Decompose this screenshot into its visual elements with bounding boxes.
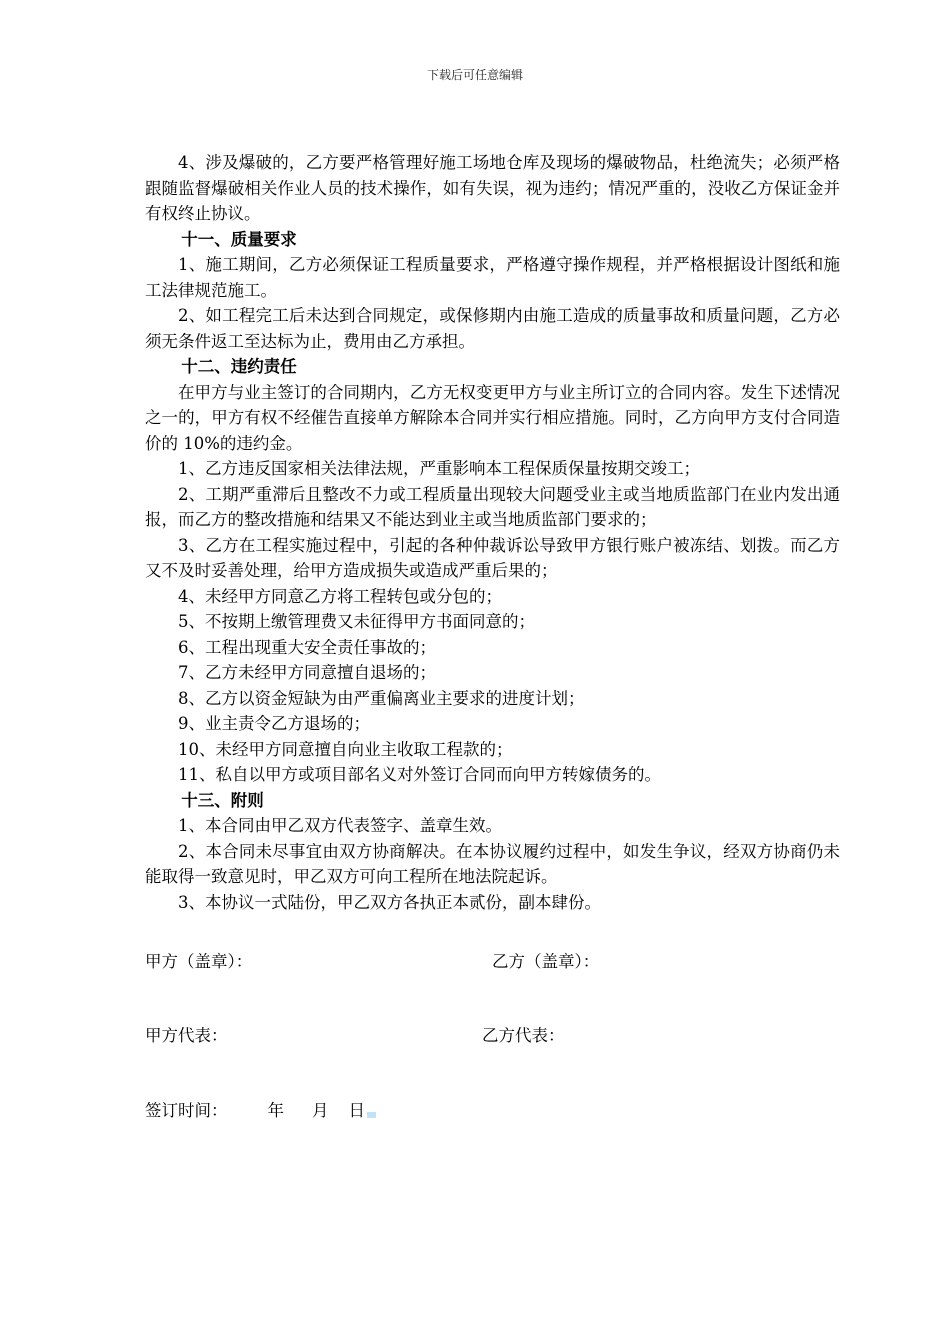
clause-paragraph: 10、未经甲方同意擅自向业主收取工程款的； (178, 739, 513, 759)
clause-paragraph: 9、业主责令乙方退场的； (178, 714, 370, 733)
signing-date-row (145, 1097, 376, 1121)
clause-paragraph: 4、未经甲方同意乙方将工程转包或分包的； (178, 586, 502, 606)
clause-paragraph: 7、乙方未经甲方同意擅自退场的； (178, 663, 436, 682)
text-cursor-highlight (367, 1112, 376, 1118)
clause-paragraph: 3、本协议一式陆份，甲乙双方各执正本贰份，副本肆份。 (178, 892, 601, 912)
clause-paragraph: 在甲方与业主签订的合同期内，乙方无权变更甲方与业主所订立的合同内容。发生下述情况之一的，甲方有权不经催告直接单方解除本合同并实行相应措施。同时，乙方向甲方支付合同造价的 10%的违约金。 (145, 382, 840, 453)
clause-paragraph: 1、本合同由甲乙双方代表签字、盖章生效。 (178, 816, 502, 835)
section-heading-breach: 十二、违约责任 (181, 357, 297, 376)
clause-paragraph: 4、涉及爆破的，乙方要严格管理好施工场地仓库及现场的爆破物品，杜绝流失；必须严格跟随监督爆破相关作业人员的技术操作，如有失误，视为违约；情况严重的，没收乙方保证金并有权终止协议。 (145, 153, 840, 223)
clause-paragraph: 5、不按期上缴管理费又未征得甲方书面同意的； (178, 612, 535, 631)
clause-paragraph: 2、工期严重滞后且整改不力或工程质量出现较大问题受业主或当地质监部门在业内发出通报，而乙方的整改措施和结果又不能达到业主或当地质监部门要求的； (145, 484, 840, 529)
party-b-representative-label: 乙方代表： (482, 1026, 565, 1045)
signing-date-label: 签订时间： (145, 1101, 228, 1120)
page-header: 下载后可任意编辑 (426, 68, 523, 82)
month-label: 月 (312, 1101, 329, 1120)
section-heading-appendix: 十三、附则 (181, 790, 264, 810)
party-a-seal-label: 甲方（盖章）： (145, 952, 253, 971)
clause-paragraph: 6、工程出现重大安全责任事故的； (178, 637, 436, 657)
clause-paragraph: 8、乙方以资金短缺为由严重偏离业主要求的进度计划； (178, 688, 585, 708)
clause-paragraph: 2、本合同未尽事宜由双方协商解决。在本协议履约过程中，如发生争议，经双方协商仍未能取得一致意见时，甲乙双方可向工程所在地法院起诉。 (145, 841, 840, 886)
year-label: 年 (267, 1101, 284, 1120)
clause-paragraph: 11、私自以甲方或项目部名义对外签订合同而向甲方转嫁债务的。 (178, 765, 661, 784)
day-label: 日 (348, 1101, 365, 1120)
party-a-representative-label: 甲方代表： (145, 1026, 228, 1045)
clause-paragraph: 2、如工程完工后未达到合同规定，或保修期内由施工造成的质量事故和质量问题，乙方必须无条件返工至达标为止，费用由乙方承担。 (145, 306, 840, 351)
clause-paragraph: 1、乙方违反国家相关法律法规，严重影响本工程保质保量按期交竣工； (178, 459, 700, 478)
clause-paragraph: 1、施工期间，乙方必须保证工程质量要求，严格遵守操作规程，并严格根据设计图纸和施工法律规范施工。 (145, 255, 840, 300)
section-heading-quality: 十一、质量要求 (181, 229, 297, 249)
clause-paragraph: 3、乙方在工程实施过程中，引起的各种仲裁诉讼导致甲方银行账户被冻结、划拨。而乙方又不及时妥善处理，给甲方造成损失或造成严重后果的； (145, 535, 840, 580)
party-b-seal-label: 乙方（盖章）： (492, 952, 600, 971)
contract-body (145, 150, 840, 915)
